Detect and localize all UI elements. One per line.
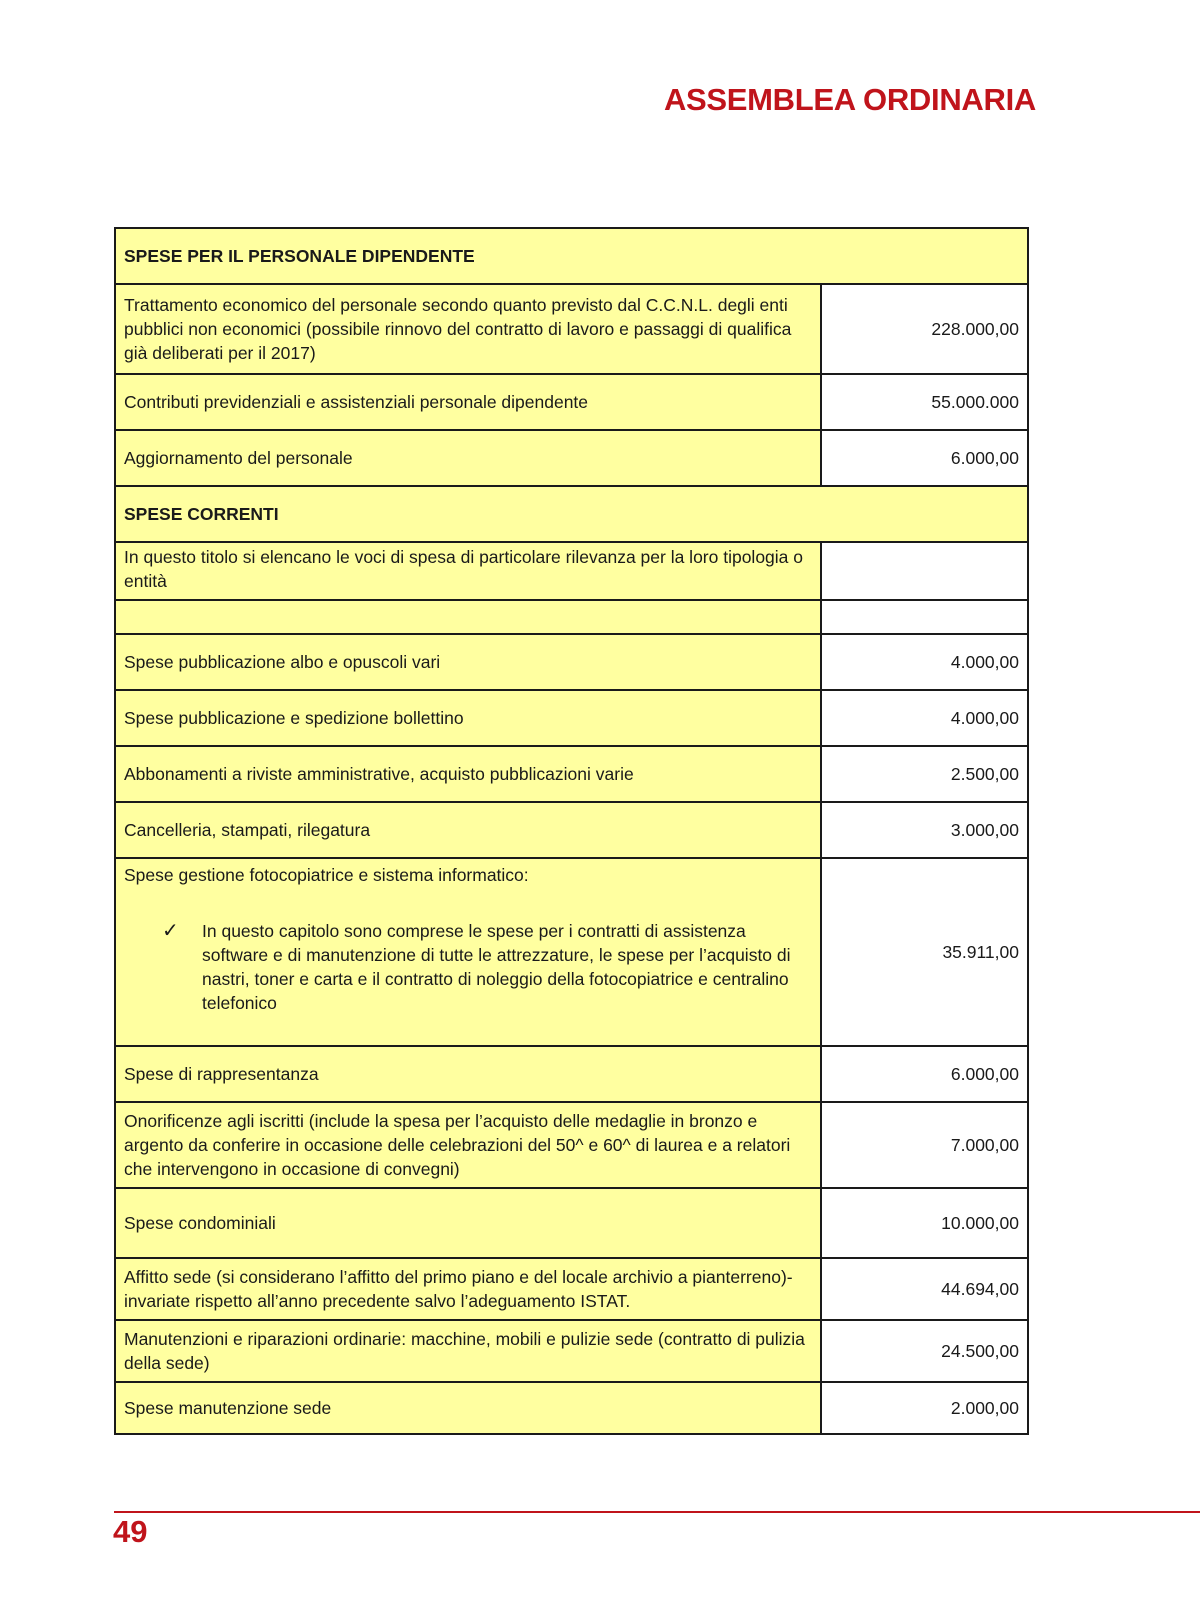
table-row	[115, 690, 1028, 746]
table-row	[115, 1258, 1028, 1320]
intro-text: In questo titolo si elencano le voci di spesa di particolare rilevanza per la loro tipologia o entità	[115, 542, 821, 600]
row-amount: 35.911,00	[821, 858, 1028, 1046]
row-amount: 24.500,00	[821, 1320, 1028, 1382]
budget-table	[114, 227, 1029, 1435]
table-row	[115, 542, 1028, 600]
row-amount: 4.000,00	[821, 634, 1028, 690]
row-label: Affitto sede (si considerano l’affitto del primo piano e del locale archivio a pianterreno)-invariate rispetto all’anno precedente salvo l’adeguamento ISTAT.	[115, 1258, 821, 1320]
row-label: Contributi previdenziali e assistenziali personale dipendente	[115, 374, 821, 430]
empty-amount-cell	[821, 542, 1028, 600]
row-label: Cancelleria, stampati, rilegatura	[115, 802, 821, 858]
table-row	[115, 1046, 1028, 1102]
checkmark-icon: ✓	[162, 920, 179, 942]
row-amount: 6.000,00	[821, 1046, 1028, 1102]
row-label: Aggiornamento del personale	[115, 430, 821, 486]
row-amount: 55.000.000	[821, 374, 1028, 430]
row-label: Spese condominiali	[115, 1188, 821, 1258]
row-label: Spese di rappresentanza	[115, 1046, 821, 1102]
table-row	[115, 858, 1028, 1046]
checklist-item	[124, 887, 812, 1015]
row-amount: 3.000,00	[821, 802, 1028, 858]
row-amount: 7.000,00	[821, 1102, 1028, 1188]
page-title: ASSEMBLEA ORDINARIA	[663, 82, 1036, 117]
row-label: Spese pubblicazione e spedizione bollettino	[115, 690, 821, 746]
table-row	[115, 1188, 1028, 1258]
row-amount: 6.000,00	[821, 430, 1028, 486]
table-row	[115, 1102, 1028, 1188]
row-label: Spese gestione fotocopiatrice e sistema informatico:	[124, 865, 529, 885]
row-label: Spese manutenzione sede	[115, 1382, 821, 1434]
row-amount: 44.694,00	[821, 1258, 1028, 1320]
checklist-note: In questo capitolo sono comprese le spese per i contratti di assistenza software e di manutenzione di tutte le attrezzature, le spese per l’acquisto di nastri, toner e carta e il contratto di noleggio della fotocopiatrice e centralino telefonico	[202, 921, 791, 1013]
page-number: 49	[113, 1514, 148, 1549]
row-amount: 228.000,00	[821, 284, 1028, 374]
row-amount: 2.000,00	[821, 1382, 1028, 1434]
table-row	[115, 600, 1028, 634]
table-row	[115, 746, 1028, 802]
section-row	[115, 486, 1028, 542]
row-label: Onorificenze agli iscritti (include la spesa per l’acquisto delle medaglie in bronzo e argento da conferire in occasione delle celebrazioni del 50^ e 60^ di laurea e a relatori che intervengono in occasione di convegni)	[115, 1102, 821, 1188]
empty-label-cell	[115, 600, 821, 634]
table-row	[115, 634, 1028, 690]
table-row	[115, 284, 1028, 374]
row-amount: 2.500,00	[821, 746, 1028, 802]
footer-rule	[114, 1511, 1200, 1513]
section-heading-correnti: SPESE CORRENTI	[115, 486, 1028, 542]
table-row	[115, 374, 1028, 430]
table-row	[115, 430, 1028, 486]
section-heading-personale: SPESE PER IL PERSONALE DIPENDENTE	[115, 228, 1028, 284]
table-row	[115, 1320, 1028, 1382]
row-label: Manutenzioni e riparazioni ordinarie: macchine, mobili e pulizie sede (contratto di pulizia della sede)	[115, 1320, 821, 1382]
table-row	[115, 1382, 1028, 1434]
fotocopiatrice-cell	[115, 858, 821, 1046]
empty-amount-cell	[821, 600, 1028, 634]
section-row	[115, 228, 1028, 284]
row-amount: 10.000,00	[821, 1188, 1028, 1258]
row-label: Trattamento economico del personale secondo quanto previsto dal C.C.N.L. degli enti pubblici non economici (possibile rinnovo del contratto di lavoro e passaggi di qualifica già deliberati per il 2017)	[115, 284, 821, 374]
row-label: Spese pubblicazione albo e opuscoli vari	[115, 634, 821, 690]
row-label: Abbonamenti a riviste amministrative, acquisto pubblicazioni varie	[115, 746, 821, 802]
table-row	[115, 802, 1028, 858]
row-amount: 4.000,00	[821, 690, 1028, 746]
